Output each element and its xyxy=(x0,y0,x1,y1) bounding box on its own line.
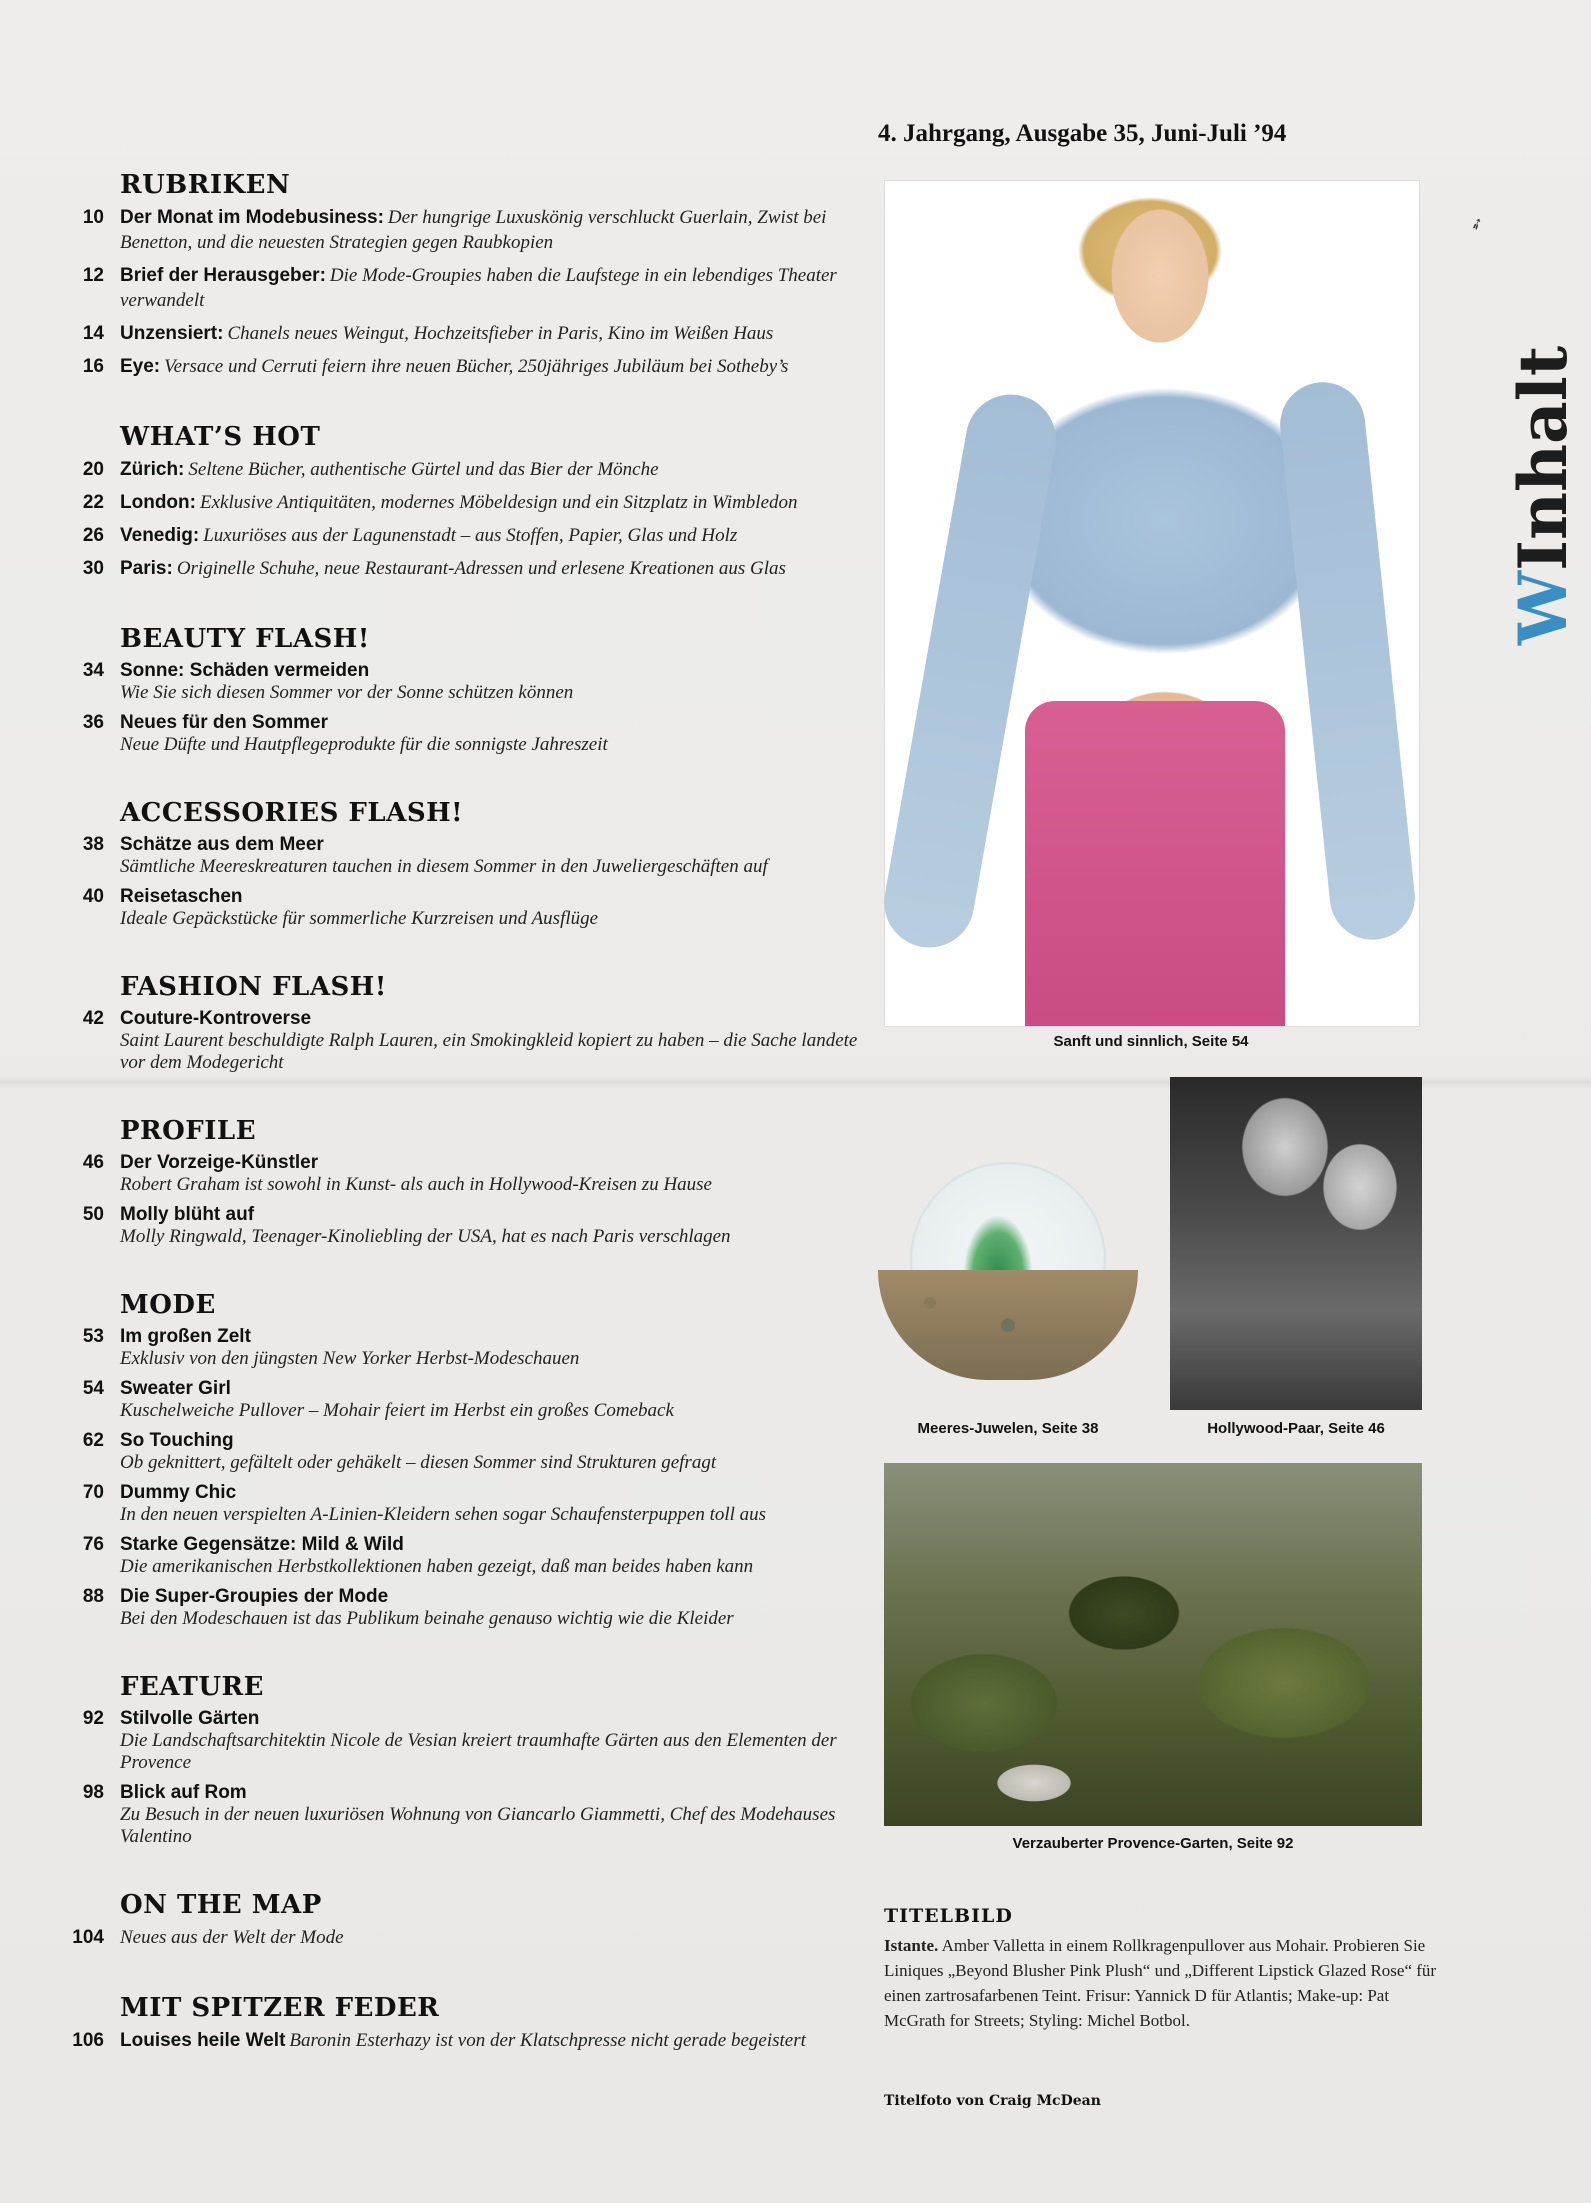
section-title: BEAUTY FLASH! xyxy=(120,624,370,654)
garden-photo xyxy=(884,1463,1422,1826)
page-number: 38 xyxy=(82,834,104,855)
toc-entry[interactable] xyxy=(58,322,858,347)
page-number: 36 xyxy=(82,712,104,733)
page-number: 42 xyxy=(82,1008,104,1029)
toc-entry[interactable] xyxy=(58,660,858,704)
entry-title: Molly blüht auf xyxy=(120,1204,255,1225)
entry-title: So Touching xyxy=(120,1430,234,1451)
entry-description: Chanels neues Weingut, Hochzeitsfieber in Paris, Kino im Weißen Haus xyxy=(227,323,774,344)
entry-title: Louises heile Welt xyxy=(120,2030,286,2051)
entry-description: Baronin Esterhazy ist von der Klatschpresse nicht gerade begeistert xyxy=(289,2030,806,2051)
entry-title: Eye: xyxy=(120,356,161,377)
bird-icon: ➶ xyxy=(1467,212,1487,235)
entry-description: Neues aus der Welt der Mode xyxy=(120,1927,344,1948)
toc-entry[interactable] xyxy=(58,1008,858,1074)
section-title: MIT SPITZER FEDER xyxy=(120,1993,440,2023)
toc-entry[interactable] xyxy=(58,1430,858,1474)
toc-entry[interactable] xyxy=(58,1378,858,1422)
section-title: FEATURE xyxy=(120,1672,264,1702)
page-number: 98 xyxy=(82,1782,104,1803)
masthead xyxy=(1460,245,1582,645)
toc-entry[interactable] xyxy=(58,524,858,549)
toc-entry[interactable] xyxy=(58,712,858,756)
entry-title: Im großen Zelt xyxy=(120,1326,251,1347)
page-number: 50 xyxy=(82,1204,104,1225)
fishbowl-photo xyxy=(868,1100,1148,1400)
page-number: 76 xyxy=(82,1534,104,1555)
entry-description: Die Mode-Groupies haben die Laufstege in ein lebendiges Theater verwandelt xyxy=(120,265,837,311)
entry-title: Der Vorzeige-Künstler xyxy=(120,1152,319,1173)
page-number: 30 xyxy=(82,558,104,579)
page-number: 14 xyxy=(82,323,104,344)
entry-title: Reisetaschen xyxy=(120,886,243,907)
toc-entry[interactable] xyxy=(58,1534,858,1578)
entry-description: Die amerikanischen Herbstkollektionen haben gezeigt, daß man beides haben kann xyxy=(120,1556,754,1577)
page-number: 106 xyxy=(72,2030,104,2051)
entry-title: Stilvolle Gärten xyxy=(120,1708,260,1729)
masthead-word: Inhalt xyxy=(1504,345,1582,571)
toc-entry[interactable] xyxy=(58,355,858,380)
model-arm-right xyxy=(1276,378,1419,944)
page-number: 54 xyxy=(82,1378,104,1399)
fishbowl-stones xyxy=(878,1270,1138,1380)
entry-title: Sonne: Schäden vermeiden xyxy=(120,660,370,681)
caption-garden: Verzauberter Provence-Garten, Seite 92 xyxy=(1012,1835,1294,1852)
toc-entry[interactable] xyxy=(58,1782,858,1848)
page-number: 34 xyxy=(82,660,104,681)
page-number: 26 xyxy=(82,525,104,546)
section-title: FASHION FLASH! xyxy=(120,972,387,1002)
page-number: 20 xyxy=(82,459,104,480)
toc-entry[interactable] xyxy=(58,264,858,314)
toc-section xyxy=(58,1116,858,1248)
section-title: WHAT’S HOT xyxy=(120,422,321,452)
cover-body xyxy=(884,1933,1444,2033)
toc-entry[interactable] xyxy=(58,1482,858,1526)
page-number: 62 xyxy=(82,1430,104,1451)
toc-section xyxy=(58,1290,858,1630)
cover-title: TITELBILD xyxy=(884,1905,1013,1927)
entry-description: Exklusiv von den jüngsten New Yorker Herbst-Modeschauen xyxy=(120,1348,580,1369)
page-number: 46 xyxy=(82,1152,104,1173)
entry-title: Paris: xyxy=(120,558,173,579)
toc-entry[interactable] xyxy=(58,1586,858,1630)
page-number: 40 xyxy=(82,886,104,907)
entry-description: Luxuriöses aus der Lagunenstadt – aus Stoffen, Papier, Glas und Holz xyxy=(203,525,738,546)
page-number: 104 xyxy=(72,1927,104,1948)
entry-description: Kuschelweiche Pullover – Mohair feiert im Herbst ein großes Comeback xyxy=(120,1400,674,1421)
toc-entry[interactable] xyxy=(58,1326,858,1370)
entry-description: Seltene Bücher, authentische Gürtel und das Bier der Mönche xyxy=(188,459,659,480)
toc-section xyxy=(58,170,858,380)
toc-section xyxy=(58,1672,858,1848)
entry-description: Saint Laurent beschuldigte Ralph Lauren, ein Smokingkleid kopiert zu haben – die Sache landete vor dem Modegericht xyxy=(120,1030,858,1073)
page-number: 12 xyxy=(82,265,104,286)
caption-fish: Meeres-Juwelen, Seite 38 xyxy=(917,1420,1099,1437)
entry-description: Exklusive Antiquitäten, modernes Möbeldesign und ein Sitzplatz in Wimbledon xyxy=(199,492,798,513)
entry-description: Robert Graham ist sowohl in Kunst- als auch in Hollywood-Kreisen zu Hause xyxy=(120,1174,712,1195)
entry-description: Wie Sie sich diesen Sommer vor der Sonne schützen können xyxy=(120,682,574,703)
toc-section xyxy=(58,798,858,930)
entry-title: Couture-Kontroverse xyxy=(120,1008,312,1029)
page-number: 70 xyxy=(82,1482,104,1503)
model-photo xyxy=(884,180,1420,1027)
entry-description: Zu Besuch in der neuen luxuriösen Wohnung von Giancarlo Giammetti, Chef des Modehauses Valentino xyxy=(120,1804,836,1847)
section-title: MODE xyxy=(120,1290,216,1320)
issue-line: 4. Jahrgang, Ausgabe 35, Juni-Juli ’94 xyxy=(878,120,1287,147)
entry-title: Die Super-Groupies der Mode xyxy=(120,1586,389,1607)
page-number: 88 xyxy=(82,1586,104,1607)
model-pants xyxy=(1025,701,1285,1026)
page-number: 10 xyxy=(82,207,104,228)
toc-section xyxy=(58,624,858,756)
cover-info xyxy=(884,1905,1444,2033)
toc-entry[interactable] xyxy=(58,1926,858,1951)
page-number: 92 xyxy=(82,1708,104,1729)
toc-section xyxy=(58,1890,858,1951)
toc-section xyxy=(58,422,858,582)
section-title: PROFILE xyxy=(120,1116,257,1146)
cover-credit: Titelfoto von Craig McDean xyxy=(884,2093,1101,2109)
toc-section xyxy=(58,1993,858,2054)
entry-title: Schätze aus dem Meer xyxy=(120,834,324,855)
entry-title: Zürich: xyxy=(120,459,185,480)
caption-couple: Hollywood-Paar, Seite 46 xyxy=(1207,1420,1385,1437)
toc-entry[interactable] xyxy=(58,206,858,256)
toc-entry[interactable] xyxy=(58,1152,858,1196)
entry-title: Dummy Chic xyxy=(120,1482,237,1503)
caption-model: Sanft und sinnlich, Seite 54 xyxy=(1053,1033,1249,1050)
toc-entry[interactable] xyxy=(58,491,858,516)
entry-description: Die Landschaftsarchitektin Nicole de Vesian kreiert traumhafte Gärten aus den Elementen der Provence xyxy=(120,1730,837,1773)
entry-title: Neues für den Sommer xyxy=(120,712,328,733)
entry-description: Versace und Cerruti feiern ihre neuen Bücher, 250jähriges Jubiläum bei Sotheby’s xyxy=(164,356,789,377)
toc-entry[interactable] xyxy=(58,1708,858,1774)
section-title: ON THE MAP xyxy=(120,1890,322,1920)
toc-entry[interactable] xyxy=(58,2029,858,2054)
entry-description: In den neuen verspielten A-Linien-Kleidern sehen sogar Schaufensterpuppen toll aus xyxy=(120,1504,767,1525)
couple-photo xyxy=(1170,1077,1422,1410)
entry-description: Bei den Modeschauen ist das Publikum beinahe genauso wichtig wie die Kleider xyxy=(120,1608,734,1629)
entry-title: Unzensiert: xyxy=(120,323,224,344)
page-number: 22 xyxy=(82,492,104,513)
toc-entry[interactable] xyxy=(58,1204,858,1248)
page-number: 16 xyxy=(82,356,104,377)
section-title: ACCESSORIES FLASH! xyxy=(120,798,464,828)
fishbowl-plant xyxy=(963,1215,1033,1275)
toc-entry[interactable] xyxy=(58,834,858,878)
toc-entry[interactable] xyxy=(58,557,858,582)
entry-title: Sweater Girl xyxy=(120,1378,231,1399)
cover-text: Amber Valletta in einem Rollkragenpullover aus Mohair. Probieren Sie Liniques „Beyond Blusher Pink Plush“ und „Different Lipstick Glazed Rose“ für einen zartrosafarbenen Teint. Frisur: Yannick D für Atlantis; Make-up: Pat McGrath for Streets; Styling: Michel Botbol. xyxy=(884,1936,1437,2030)
cover-lead: Istante. xyxy=(884,1936,939,1955)
entry-title: Blick auf Rom xyxy=(120,1782,247,1803)
entry-description: Der hungrige Luxuskönig verschluckt Guerlain, Zwist bei Benetton, und die neuesten Strategien gegen Raubkopien xyxy=(120,207,827,253)
entry-title: Venedig: xyxy=(120,525,200,546)
entry-title: Der Monat im Modebusiness: xyxy=(120,207,384,228)
page-number: 53 xyxy=(82,1326,104,1347)
entry-description: Originelle Schuhe, neue Restaurant-Adressen und erlesene Kreationen aus Glas xyxy=(176,558,786,579)
masthead-text xyxy=(1504,345,1582,645)
entry-description: Neue Düfte und Hautpflegeprodukte für die sonnigste Jahreszeit xyxy=(120,734,608,755)
toc-entry[interactable] xyxy=(58,458,858,483)
section-title: RUBRIKEN xyxy=(120,170,291,200)
entry-title: London: xyxy=(120,492,196,513)
entry-title: Starke Gegensätze: Mild & Wild xyxy=(120,1534,404,1555)
masthead-letter: W xyxy=(1504,570,1582,645)
entry-description: Sämtliche Meereskreaturen tauchen in diesem Sommer in den Juweliergeschäften auf xyxy=(120,856,768,877)
entry-description: Ideale Gepäckstücke für sommerliche Kurzreisen und Ausflüge xyxy=(120,908,599,929)
toc-entry[interactable] xyxy=(58,886,858,930)
toc-section xyxy=(58,972,858,1074)
entry-description: Ob geknittert, gefältelt oder gehäkelt – diesen Sommer sind Strukturen gefragt xyxy=(120,1452,717,1473)
entry-description: Molly Ringwald, Teenager-Kinoliebling der USA, hat es nach Paris verschlagen xyxy=(120,1226,731,1247)
entry-title: Brief der Herausgeber: xyxy=(120,265,326,286)
table-of-contents xyxy=(58,170,858,2096)
